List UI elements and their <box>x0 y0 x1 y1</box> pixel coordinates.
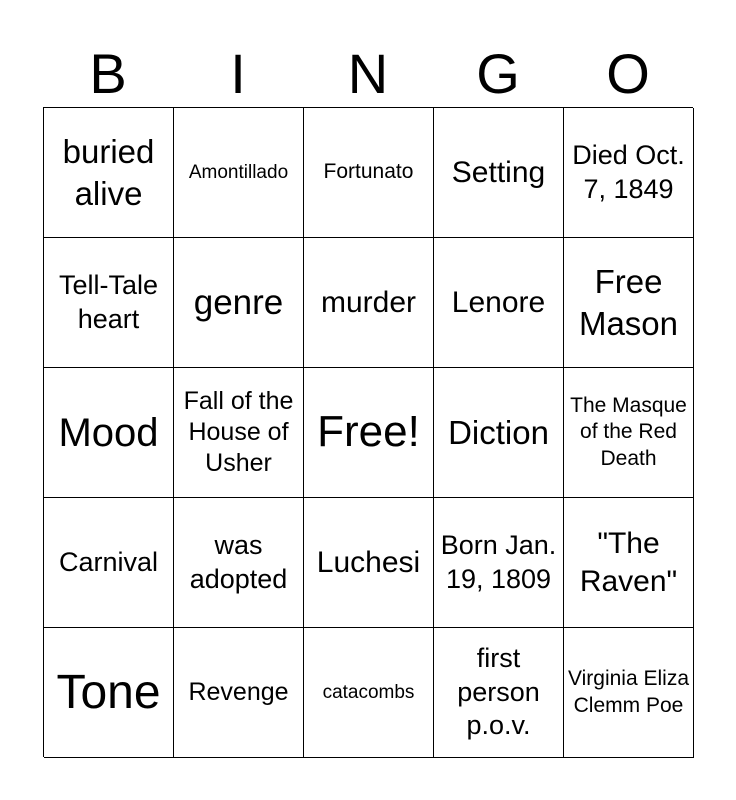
bingo-cell[interactable] <box>304 628 434 758</box>
bingo-cell[interactable] <box>304 238 434 368</box>
cell-text: Born Jan. 19, 1809 <box>440 529 557 594</box>
bingo-cell[interactable] <box>564 628 694 758</box>
cell-text: Diction <box>448 413 549 451</box>
cell-text: Tell-Tale heart <box>58 269 159 334</box>
bingo-header <box>43 40 693 108</box>
header-letter-n: N <box>347 42 389 105</box>
bingo-cell[interactable] <box>174 108 304 238</box>
bingo-cell[interactable] <box>44 238 174 368</box>
cell-text: Luchesi <box>316 545 421 579</box>
bingo-cell[interactable] <box>434 238 564 368</box>
bingo-cell[interactable] <box>564 108 694 238</box>
bingo-cell[interactable] <box>174 628 304 758</box>
cell-text: buried alive <box>62 133 155 212</box>
header-letter-i: I <box>230 42 246 105</box>
bingo-cell[interactable] <box>174 238 304 368</box>
bingo-cell[interactable] <box>564 368 694 498</box>
cell-text: Free Mason <box>578 263 679 342</box>
cell-text: Carnival <box>58 546 159 577</box>
cell-text: Died Oct. 7, 1849 <box>572 139 685 204</box>
cell-text: Free! <box>317 407 420 457</box>
bingo-cell[interactable] <box>564 238 694 368</box>
cell-text: Lenore <box>451 285 546 319</box>
bingo-cell[interactable] <box>434 498 564 628</box>
bingo-cell[interactable] <box>564 498 694 628</box>
cell-text: Amontillado <box>188 161 289 183</box>
free-space-cell[interactable] <box>304 368 434 498</box>
bingo-cell[interactable] <box>44 108 174 238</box>
bingo-cell[interactable] <box>434 108 564 238</box>
cell-text: genre <box>193 282 284 322</box>
cell-text: Virginia Eliza Clemm Poe <box>568 667 690 717</box>
bingo-cell[interactable] <box>434 628 564 758</box>
cell-text: catacombs <box>322 681 415 703</box>
header-letter-o: O <box>606 42 650 105</box>
cell-text: The Masque of the Red Death <box>570 394 687 470</box>
cell-text: Revenge <box>188 677 289 706</box>
cell-text: first person p.o.v. <box>457 642 540 741</box>
bingo-cell[interactable] <box>44 628 174 758</box>
header-letter-b: B <box>89 42 127 105</box>
cell-text: was adopted <box>189 529 288 594</box>
header-letter-g: G <box>476 42 520 105</box>
bingo-cell[interactable] <box>174 498 304 628</box>
bingo-board <box>43 107 693 757</box>
cell-text: "The Raven" <box>579 527 678 598</box>
cell-text: Tone <box>56 665 161 719</box>
cell-text: Setting <box>451 155 546 189</box>
bingo-cell[interactable] <box>304 498 434 628</box>
cell-text: Fall of the House of Usher <box>183 386 294 478</box>
bingo-cell[interactable] <box>174 368 304 498</box>
cell-text: murder <box>320 285 417 319</box>
cell-text: Mood <box>58 410 159 455</box>
bingo-cell[interactable] <box>44 368 174 498</box>
bingo-cell[interactable] <box>434 368 564 498</box>
bingo-cell[interactable] <box>44 498 174 628</box>
cell-text: Fortunato <box>323 160 414 184</box>
bingo-cell[interactable] <box>304 108 434 238</box>
